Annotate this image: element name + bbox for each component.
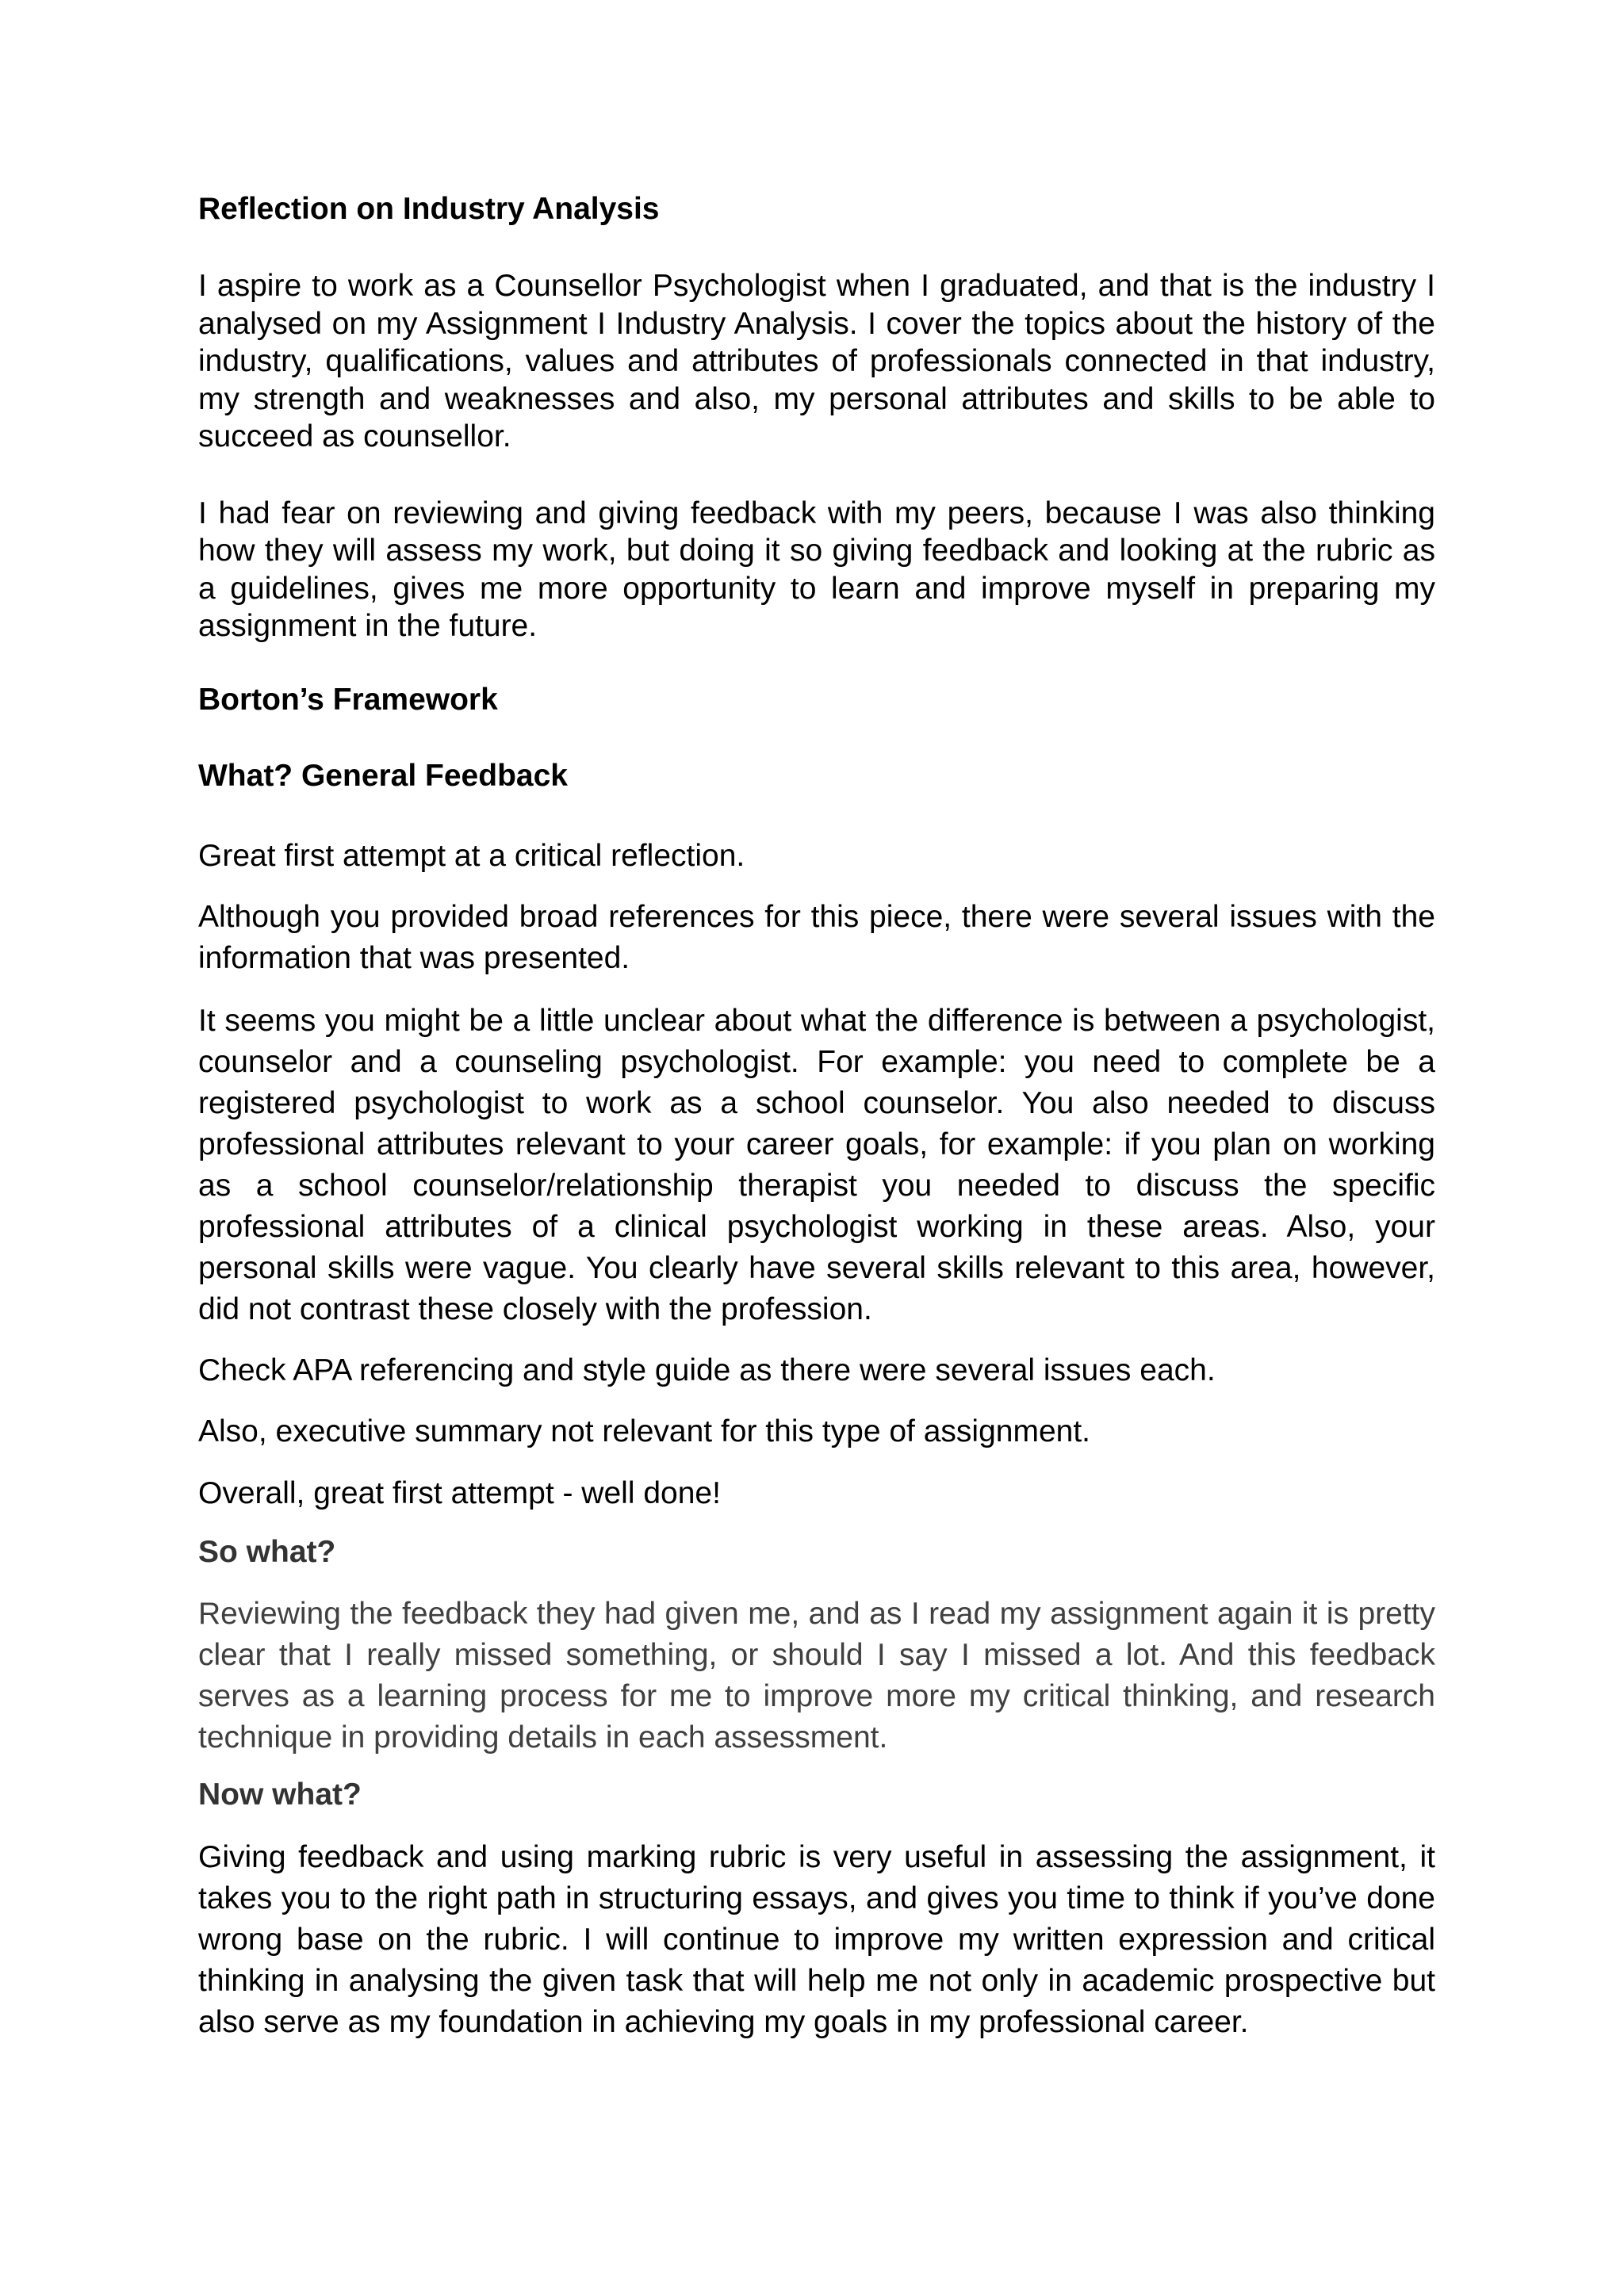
so-what-paragraph: Reviewing the feedback they had given me, and as I read my assignment again it is pretty clear that I really missed something, or should I say I missed a lot. And this feedback serves as a learning process for me to improve more my critical thinking, and research technique in providing details in each assessment. — [198, 1596, 1435, 1755]
now-what-paragraph: Giving feedback and using marking rubric is very useful in assessing the assignment, it takes you to the right path in structuring essays, and gives you time to think if you’ve done wrong base on the rubric. I will continue to improve my written expression and critical thinking in analysing the given task that will help me not only in academic prospective but also serve as my foundation in achieving my goals in my professional career. — [198, 1839, 1435, 2039]
feedback-paragraph: Overall, great first attempt - well done! — [198, 1476, 721, 1510]
feedback-paragraph: It seems you might be a little unclear about what the difference is between a psychologist, counselor and a counseling psychologist. For example: you need to complete be a registered psychologist to work as a school counselor. You also needed to discuss professional attributes relevant to your career goals, for example: if you plan on working as a school counselor/relationship therapist you needed to discuss the specific professional attributes of a clinical psychologist working in these areas. Also, your personal skills were vague. You clearly have several skills relevant to this area, however, did not contrast these closely with the profession. — [198, 1004, 1435, 1326]
intro-paragraph: I aspire to work as a Counsellor Psychologist when I graduated, and that is the industry I analysed on my Assignment I Industry Analysis. I cover the topics about the history of the industry, qualifications, values and attributes of professionals connected in that industry, my strength and weaknesses and also, my personal attributes and skills to be able to succeed as counsellor. — [198, 269, 1435, 453]
feedback-paragraph: Although you provided broad references for this piece, there were several issues with the information that was presented. — [198, 900, 1435, 975]
what-heading: What? General Feedback — [198, 758, 568, 793]
intro-paragraph: I had fear on reviewing and giving feedback with my peers, because I was also thinking how they will assess my work, but doing it so giving feedback and looking at the rubric as a guidelines, gives me more opportunity to learn and improve myself in preparing my assignment in the future. — [198, 496, 1435, 643]
framework-heading: Borton’s Framework — [198, 682, 498, 717]
feedback-paragraph: Check APA referencing and style guide as there were several issues each. — [198, 1353, 1216, 1387]
feedback-paragraph: Also, executive summary not relevant for this type of assignment. — [198, 1414, 1091, 1448]
feedback-paragraph: Great first attempt at a critical reflection. — [198, 838, 745, 873]
now-what-heading: Now what? — [198, 1777, 362, 1812]
so-what-heading: So what? — [198, 1534, 336, 1569]
document-title: Reflection on Industry Analysis — [198, 192, 660, 226]
document-page — [198, 190, 1435, 2043]
